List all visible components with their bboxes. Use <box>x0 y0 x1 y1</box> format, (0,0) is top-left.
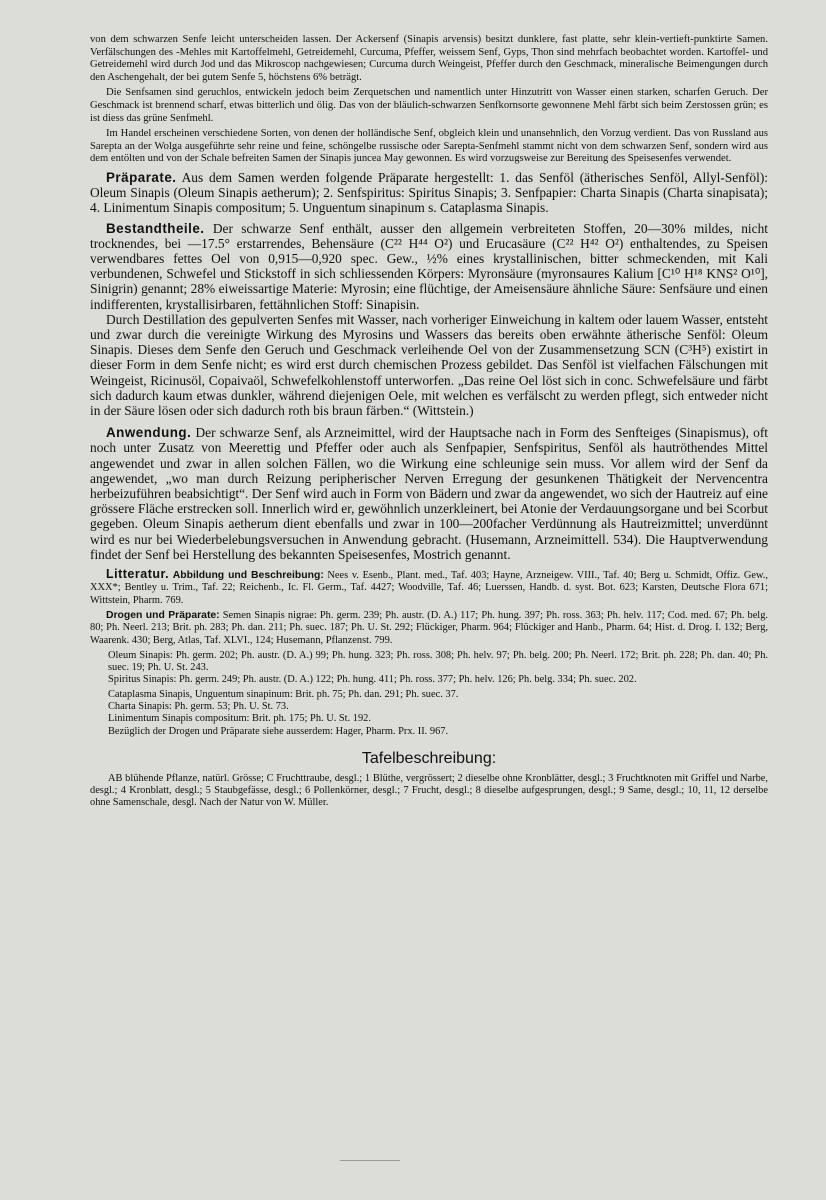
praeparate-text: Aus dem Samen werden folgende Präparate hergestellt: 1. das Senföl (ätherisches Senföl, Allyl-Senföl): Oleum Sinapis (Oleum Sinapis aetherum); 2. Senfspiritus: Spiritus Sinapis; 3. Senfpapier: Charta Sinapis (Charta sinapisata); 4. Linimentum Sinapis compositum; 5. Unguentum sinapinum s. Cataplasma Sinapis. <box>90 169 768 216</box>
intro-paragraph-3: Im Handel erscheinen verschiedene Sorten, von denen der holländische Senf, obgleich klein und unansehnlich, den Vorzug verdient. Das von Russland aus Sarepta an der Wolga ausgeführte sehr reine und feine, schöngelbe russische oder Sarepta-Senfmehl stammt nicht von dem schwarzen Senf, sondern wird aus dem entölten und von der Schale befreiten Samen der Sinapis juncea May gewonnen. Es wird vorzugsweise zur Bereitung des Speisesenfes verwendet. <box>90 128 768 165</box>
abbildung-label: Abbildung und Beschreibung: <box>172 570 324 582</box>
intro-section <box>90 34 768 166</box>
cataplasma-ref: Cataplasma Sinapis, Unguentum sinapinum: Brit. ph. 75; Ph. dan. 291; Ph. suec. 37. <box>108 688 459 700</box>
tafel-text: AB blühende Pflanze, natürl. Grösse; C Fruchttraube, desgl.; 1 Blüthe, vergrössert; 2 dieselbe ohne Kronblätter, desgl.; 3 Fruchtknoten mit Griffel und Narbe, desgl.; 4 Kronblatt, desgl.; 5 Staubgefässe, desgl.; 6 Pollenkörner, desgl.; 7 Frucht, desgl.; 8 dieselbe aufgesprungen, desgl.; 9 Same, desgl.; 10, 11, 12 derselbe ohne Samenschale, desgl. Nach der Natur von W. Müller. <box>90 772 768 809</box>
bestandtheile-text-2: Durch Destillation des gepulverten Senfes mit Wasser, nach vorheriger Einweichung in kaltem oder lauem Wasser, entsteht und zwar durch die vereinigte Wirkung des Myrosins und Wassers das bereits oben erwähnte ätherische Senföl: Oleum Sinapis. Dieses dem Senfe den Geruch und Geschmack verleihende Oel von der Zusammensetzung SCN (C³H⁵) existirt in dieser Form in dem Senfe nicht; es wird erst durch chemischen Prozess gebildet. Das Senföl ist vielfachen Fälschungen mit Weingeist, Ricinusöl, Copaivaöl, Schwefelkohlenstoff unterworfen. „Das reine Oel löst sich in conc. Schwefelsäure und färbt sich dadurch kaum etwas dunkler, während diejenigen Oele, mit welchen es verfälscht zu werden pflegt, sich entweder nicht in der Säure lösen oder sich dadurch roth bis braun färben.“ (Wittstein.) <box>90 311 768 418</box>
praeparate-section <box>90 170 768 216</box>
oleum-ref: Oleum Sinapis: Ph. germ. 202; Ph. austr. (D. A.) 99; Ph. hung. 323; Ph. ross. 308; Ph. helv. 97; Ph. belg. 200; Ph. Neerl. 172; Brit. ph. 228; Ph. dan. 40; Ph. suec. 19; Ph. U. St. 243. <box>108 649 768 674</box>
drogen-text: Semen Sinapis nigrae: Ph. germ. 239; Ph. austr. (D. A.) 117; Ph. hung. 397; Ph. ross. 363; Ph. helv. 117; Cod. med. 67; Ph. belg. 80; Ph. Neerl. 213; Brit. ph. 283; Ph. dan. 211; Ph. suec. 187; Ph. U. St. 292; Flückiger, Pharm. 964; Flückiger and Hanb., Pharm. 64; Hist. d. Drog. I. 132; Berg, Waarenk. 430; Berg, Atlas, Taf. XLVI., 124; Husemann, Pflanzenst. 799. <box>90 609 768 646</box>
intro-paragraph-2: Die Senfsamen sind geruchlos, entwickeln jedoch beim Zerquetschen und namentlich unter Hinzutritt von Wasser einen starken, scharfen Geruch. Der Geschmack ist brennend scharf, etwas bitterlich und ölig. Das von der bläulich-schwarzen Senfkornsorte gewonnene Mehl färbt sich beim Zerstossen grün; es ist diess das grüne Senfmehl. <box>90 87 768 124</box>
drogen-label: Drogen und Präparate: <box>106 609 220 621</box>
bestandtheile-text: Der schwarze Senf enthält, ausser den allgemein verbreiteten Stoffen, 20—30% mildes, nicht trocknendes, bei —17.5° erstarrendes, Behensäure (C²² H⁴⁴ O²) und Erucasäure (C²² H⁴² O²) enthaltendes, zu Speisen verwendbares fettes Oel von 0,915—0,920 spec. Gew., ½% eines krystallinischen, bitter schmeckenden, mit Kali verbundenen, Schwefel und Stickstoff in sich schliessenden Körpers: Myronsäure (myronsaures Kalium [C¹⁰ H¹⁸ KNS² O¹⁰], Sinigrin) genannt; 28% eiweissartige Materie: Myrosin; eine flüchtige, der Ameisensäure ähnliche Säure: Senfsäure und einen indifferenten, krystallisirbaren, fettähnlichen Stoff: Sinapisin. <box>90 220 768 312</box>
footer-rule <box>340 1160 400 1161</box>
bestandtheile-heading: Bestandtheile. <box>106 220 205 236</box>
litteratur-heading: Litteratur. <box>106 567 170 582</box>
tafel-title: Tafelbeschreibung: <box>361 749 497 767</box>
anwendung-section <box>90 425 768 562</box>
praeparate-heading: Präparate. <box>106 169 177 185</box>
bezug-ref: Bezüglich der Drogen und Präparate siehe ausserdem: Hager, Pharm. Prx. II. 967. <box>108 725 449 737</box>
charta-ref: Charta Sinapis: Ph. germ. 53; Ph. U. St. 73. <box>108 700 289 712</box>
liniment-ref: Linimentum Sinapis compositum: Brit. ph. 175; Ph. U. St. 192. <box>108 713 371 725</box>
anwendung-text: Der schwarze Senf, als Arzneimittel, wird der Hauptsache nach in Form des Senfteiges (Sinapismus), oft noch unter Zusatz von Meerettig und Pfeffer oder auch als Senfpapier, Senfspiritus, Senföl als hautröthendes Mittel angewendet und zwar in allen solchen Fällen, wo die Wirkung eine schleunige sein muss. Vor allem wird der Senf da angewendet, „wo man durch Reizung peripherischer Nerven Erregung der gesunkenen Thätigkeit der Nervencentra herbeizuführen beabsichtigt“. Der Senf wird auch in Form von Bädern und zwar da angewendet, wo sich der Hautreiz auf eine grössere Fläche erstrecken soll. Innerlich wird er, gewöhnlich unzerkleinert, bei Atonie der Verdauungsorgane und bei Scorbut gegeben. Oleum Sinapis aetherum dient ebenfalls und zwar in 100—200facher Verdünnung als Hautreizmittel; unverdünnt wird es nur bei Wiederbelebungsversuchen in Anwendung gebracht. (Husemann, Arzneimittell. 534). Die Hauptverwendung findet der Senf bei Herstellung des bekannten Speisesenfes, Mostrich genannt. <box>90 425 768 562</box>
anwendung-heading: Anwendung. <box>106 425 192 441</box>
abbildung-text: Nees v. Esenb., Plant. med., Taf. 403; Hayne, Arzneigew. VIII., Taf. 40; Berg u. Schmidt, Offiz. Gew., XXX*; Bentley u. Trim., Taf. 22; Reichenb., Ic. Fl. Germ., Taf. 4427; Woodville, Taf. 46; Luerssen, Handb. d. syst. Bot. 623; Karsten, Deutsche Flora 671; Wittstein, Pharm. 769. <box>90 570 768 606</box>
bestandtheile-section <box>90 221 768 419</box>
intro-paragraph-1: von dem schwarzen Senfe leicht unterscheiden lassen. Der Ackersenf (Sinapis arvensis) besitzt dunklere, fast platte, sehr klein-vertieft-punktirte Samen. Verfälschungen des -Mehles mit Kartoffelmehl, Getreidemehl, Curcuma, Pfeffer, weissem Senf, Gyps, Thon sind mehrfach beobachtet worden. Kartoffel- und Getreidemehl wird durch Jod und das Mikroscop nachgewiesen; Curcuma durch Weingeist, Pfeffer durch den Geschmack, mineralische Beimengungen durch den Aschengehalt, der bei gutem Senfe 5, höchstens 6% beträgt. <box>90 34 768 83</box>
spiritus-ref: Spiritus Sinapis: Ph. germ. 249; Ph. austr. (D. A.) 122; Ph. hung. 411; Ph. ross. 377; Ph. helv. 126; Ph. belg. 334; Ph. suec. 202. <box>108 674 637 686</box>
litteratur-section <box>90 568 768 738</box>
tafel-section <box>90 773 768 810</box>
